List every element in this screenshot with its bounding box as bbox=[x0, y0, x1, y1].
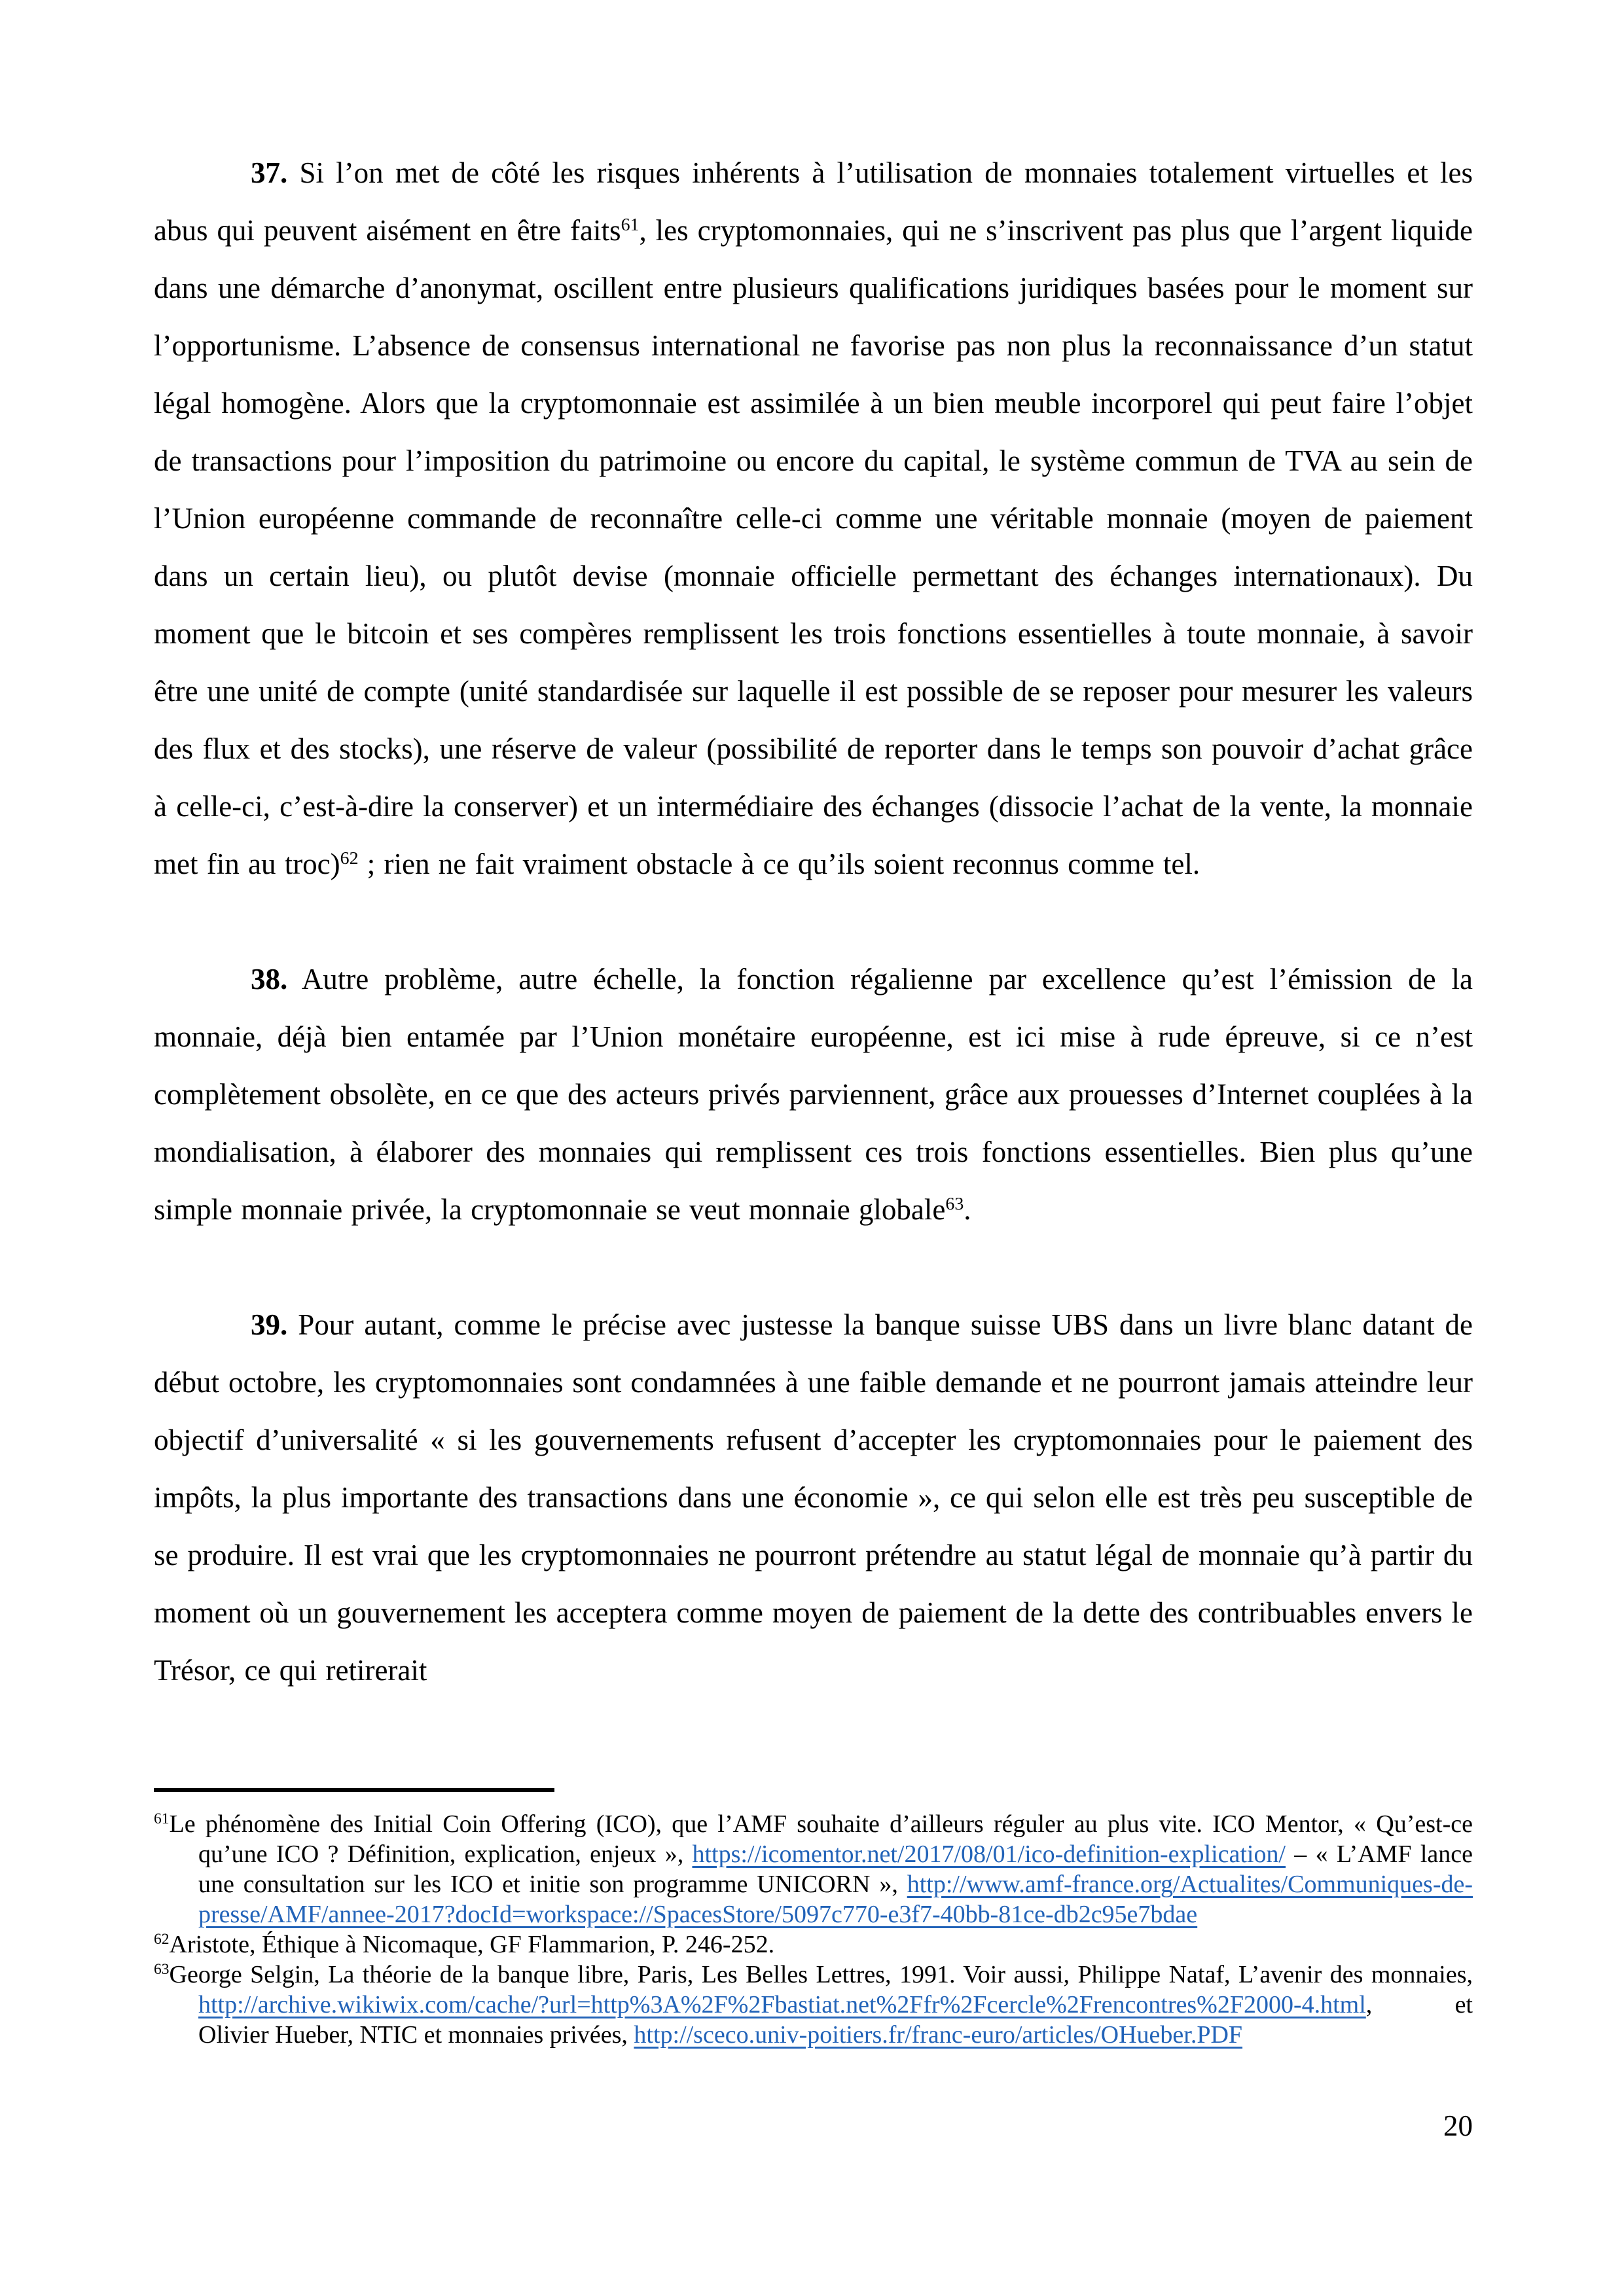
paragraph-38-text-2: . bbox=[964, 1193, 971, 1226]
footnote-62-text: Aristote, Éthique à Nicomaque, GF Flammarion, P. 246-252. bbox=[169, 1931, 775, 1958]
paragraph-37-text-2: , les cryptomonnaies, qui ne s’inscrivent pas plus que l’argent liquide dans une démarche d’anonymat, oscillent entre plusieurs qualifications juridiques basées pour le moment sur l’opportunisme. L’absence de consensus international ne favorise pas non plus la reconnaissance d’un statut légal homogène. Alors que la cryptomonnaie est assimilée à un bien meuble incorporel qui peut faire l’objet de transactions pour l’imposition du patrimoine ou encore du capital, le système commun de TVA au sein de l’Union européenne commande de reconnaître celle-ci comme une véritable monnaie (moyen de paiement dans un certain lieu), ou plutôt devise (monnaie officielle permettant des échanges internationaux). Du moment que le bitcoin et ses compères remplissent les trois fonctions essentielles à toute monnaie, à savoir être une unité de compte (unité standardisée sur laquelle il est possible de se reposer pour mesurer les valeurs des flux et des stocks), une réserve de valeur (possibilité de reporter dans le temps son pouvoir d’achat grâce à celle-ci, c’est-à-dire la conserver) et un intermédiaire des échanges (dissocie l’achat de la vente, la monnaie met fin au troc) bbox=[154, 214, 1473, 880]
footnote-61 bbox=[154, 1809, 1473, 1929]
footnote-62-number: 62 bbox=[154, 1931, 170, 1948]
paragraph-37-number: 37. bbox=[251, 156, 288, 189]
footnote-area bbox=[154, 1788, 1473, 2050]
paragraph-39 bbox=[154, 1296, 1473, 1699]
paragraph-37-text-3: ; rien ne fait vraiment obstacle à ce qu’ils soient reconnus comme tel. bbox=[358, 848, 1200, 880]
paragraph-38-number: 38. bbox=[251, 963, 288, 996]
footnote-61-text-1: Le phénomène des Initial Coin Offering (ICO), que l’AMF souhaite d’ailleurs réguler au plus vite. ICO Mentor, « Qu’est-ce qu’une ICO ? Définition, explication, enjeux », bbox=[169, 1810, 1473, 1868]
paragraph-38-text-1: Autre problème, autre échelle, la fonction régalienne par excellence qu’est l’émission de la monnaie, déjà bien entamée par l’Union monétaire européenne, est ici mise à rude épreuve, si ce n’est complètement obsolète, en ce que des acteurs privés parviennent, grâce aux prouesses d’Internet couplées à la mondialisation, à élaborer des monnaies qui remplissent ces trois fonctions essentielles. Bien plus qu’une simple monnaie privée, la cryptomonnaie se veut monnaie globale bbox=[154, 963, 1473, 1226]
paragraph-39-text-1: Pour autant, comme le précise avec justesse la banque suisse UBS dans un livre blanc datant de début octobre, les cryptomonnaies sont condamnées à une faible demande et ne pourront jamais atteindre leur objectif d’universalité « si les gouvernements refusent d’accepter les cryptomonnaies pour le paiement des impôts, la plus importante des transactions dans une économie », ce qui selon elle est très peu susceptible de se produire. Il est vrai que les cryptomonnaies ne pourront prétendre au statut légal de monnaie qu’à partir du moment où un gouvernement les acceptera comme moyen de paiement de la dette des contribuables envers le Trésor, ce qui retirerait bbox=[154, 1308, 1473, 1687]
paragraph-38 bbox=[154, 950, 1473, 1238]
paragraph-39-number: 39. bbox=[251, 1308, 288, 1341]
footnote-63-text-2: , et Olivier Hueber, NTIC et monnaies privées, bbox=[198, 1991, 1473, 2049]
footnote-63-link-sceco[interactable]: http://sceco.univ-poitiers.fr/franc-euro/articles/OHueber.PDF bbox=[634, 2021, 1243, 2049]
footnote-61-link-amf-france[interactable]: http://www.amf-france.org/Actualites/Communiques-de-presse/AMF/annee-2017?docId=workspace://SpacesStore/5097c770-e3f7-40bb-81ce-db2c95e7bdae bbox=[198, 1871, 1473, 1928]
footnote-63-text-1: George Selgin, La théorie de la banque libre, Paris, Les Belles Lettres, 1991. Voir aussi, Philippe Nataf, L’avenir des monnaies, bbox=[169, 1961, 1473, 1988]
body-text bbox=[154, 144, 1473, 1699]
footnote-61-number: 61 bbox=[154, 1810, 170, 1828]
footnote-ref-61: 61 bbox=[621, 214, 640, 235]
footnote-63 bbox=[154, 1960, 1473, 2050]
footnote-63-number: 63 bbox=[154, 1961, 170, 1979]
footnote-62 bbox=[154, 1929, 1473, 1960]
paragraph-37-text-1: Si l’on met de côté les risques inhérents à l’utilisation de monnaies totalement virtuelles et les abus qui peuvent aisément en être faits bbox=[154, 156, 1473, 247]
footnote-63-link-wikiwix[interactable]: http://archive.wikiwix.com/cache/?url=http%3A%2F%2Fbastiat.net%2Ffr%2Fcercle%2Frencontres%2F2000-4.html bbox=[198, 1991, 1366, 2018]
footnote-ref-63: 63 bbox=[945, 1193, 964, 1214]
footnote-separator bbox=[154, 1788, 554, 1792]
page-number: 20 bbox=[1443, 2109, 1473, 2142]
paragraph-37 bbox=[154, 144, 1473, 893]
footnote-61-link-icomentor[interactable]: https://icomentor.net/2017/08/01/ico-definition-explication/ bbox=[692, 1840, 1286, 1868]
footnote-ref-62: 62 bbox=[340, 848, 359, 869]
footnote-61-text-2: – « L’AMF lance une consultation sur les ICO et initie son programme UNICORN », bbox=[198, 1840, 1473, 1898]
